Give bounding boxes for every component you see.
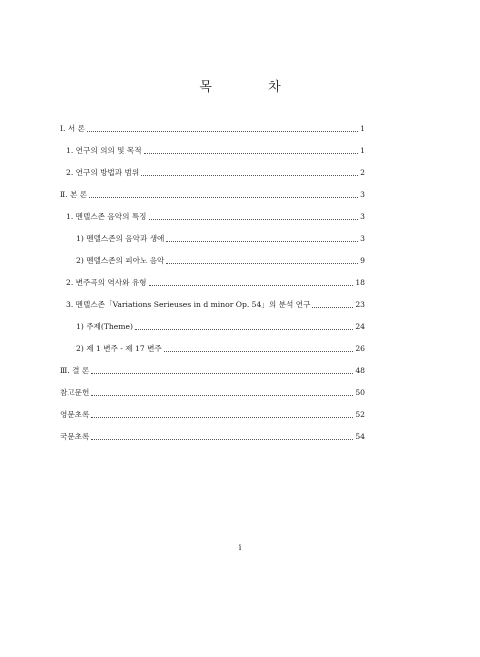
toc-entry-page: 54 [355,432,365,441]
toc-entry-label: 1. 멘델스존 음악의 특징 [66,212,147,221]
toc-entry-page: 3 [360,234,365,243]
toc-entry-label: 1) 주제(Theme) [76,322,133,331]
dot-leader [91,395,353,396]
toc-entry-label: Ⅲ. 결 론 [60,366,90,375]
dot-leader [89,197,358,198]
toc-entry[interactable] [0,210,480,224]
dot-leader [91,373,353,374]
toc-entry[interactable] [0,188,480,202]
dot-leader [149,285,354,286]
toc-entry-label: Ⅱ. 본 론 [60,190,88,199]
toc-entry[interactable] [0,276,480,290]
toc-entry-page: 1 [360,146,365,155]
dot-leader [312,307,353,308]
dot-leader [91,417,353,418]
toc-entry[interactable] [0,408,480,422]
dot-leader [87,131,358,132]
dot-leader [135,329,353,330]
toc-entry-page: 3 [360,212,365,221]
toc-entry-page: 18 [355,278,365,287]
toc-entry[interactable] [0,298,480,312]
toc-entry-page: 52 [355,410,365,419]
toc-entry-page: 1 [360,124,365,133]
page-number: i [238,543,242,552]
toc-entry-page: 3 [360,190,365,199]
toc-entry[interactable] [0,166,480,180]
toc-entry-label: 국문초록 [60,432,90,441]
toc-entry[interactable] [0,122,480,136]
dot-leader [91,439,353,440]
toc-entry-label: 영문초록 [60,410,90,419]
page-title: 목 차 [199,80,307,95]
toc-entry-page: 48 [355,366,365,375]
toc-entry-page: 50 [355,388,365,397]
toc-entry-page: 24 [355,322,365,331]
toc-entry[interactable] [0,320,480,334]
dot-leader [149,219,359,220]
toc-entry[interactable] [0,342,480,356]
toc-entry[interactable] [0,144,480,158]
toc-entry[interactable] [0,254,480,268]
toc-entry-page: 23 [355,300,365,309]
dot-leader [164,351,354,352]
toc-entry-label: Ⅰ. 서 론 [60,124,85,133]
toc-entry-label: 2. 변주곡의 역사와 유형 [66,278,147,287]
dot-leader [141,175,358,176]
toc-entry[interactable] [0,386,480,400]
toc-entry-page: 26 [355,344,365,353]
toc-entry-page: 9 [360,256,365,265]
toc-entry[interactable] [0,232,480,246]
dot-leader [144,153,359,154]
toc-entry-label: 참고문헌 [60,388,90,397]
dot-leader [166,241,358,242]
toc-entry[interactable] [0,364,480,378]
dot-leader [166,263,358,264]
toc-entry[interactable] [0,430,480,444]
toc-entry-label: 3. 멘델스존「Variations Serieuses in d minor Op. 54」의 분석 연구 [66,300,311,309]
toc-entry-page: 2 [360,168,365,177]
toc-entry-label: 2. 연구의 방법과 범위 [66,168,140,177]
toc-entry-label: 2) 제 1 변주 - 제 17 변주 [76,344,162,353]
toc-entry-label: 2) 멘델스존의 피아노 음악 [76,256,165,265]
toc-entry-label: 1. 연구의 의의 및 목적 [66,146,142,155]
toc-entry-label: 1) 멘델스존의 음악과 생애 [76,234,165,243]
